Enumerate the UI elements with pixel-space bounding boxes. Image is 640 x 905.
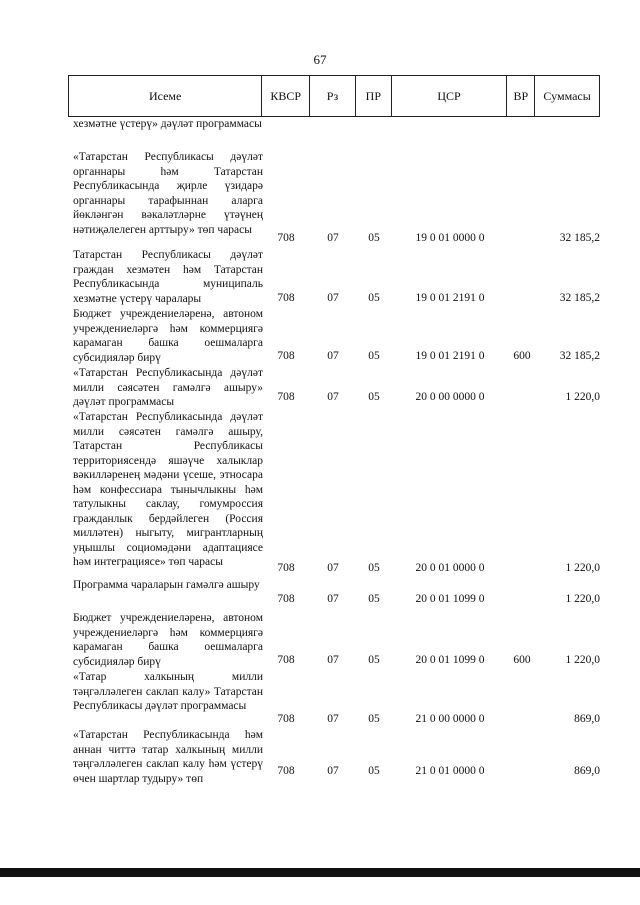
- table-row: [68, 307, 600, 364]
- table-header: [68, 75, 600, 117]
- row-name: «Татарстан Республикасында дәүләт милли сәясәтен гамәлгә ашыру» дәүләт программасы: [73, 367, 263, 408]
- row-name: «Татар халкының милли тәңгәлләлеген саклап калу» Татарстан Республикасы дәүләт программасы: [73, 671, 263, 712]
- row-sum: 1 220,0: [565, 391, 600, 403]
- row-kvsr: 708: [277, 713, 295, 725]
- header-rz: Рз: [310, 76, 356, 116]
- row-pr: 05: [368, 232, 380, 244]
- row-name: «Татарстан Республикасында һәм аннан читтә татар халкының милли тәңгәлләлеген саклап калу һәм үстерү өчен шартлар тудыру» төп: [73, 729, 263, 785]
- row-pr: 05: [368, 391, 380, 403]
- row-rz: 07: [327, 350, 339, 362]
- row-rz: 07: [327, 391, 339, 403]
- row-name: хезмәтне үстерү» дәүләт программасы: [73, 118, 262, 130]
- row-csr: 19 0 01 2191 0: [415, 292, 485, 304]
- row-pr: 05: [368, 713, 380, 725]
- header-name: Исеме: [69, 76, 262, 116]
- row-csr: 20 0 01 1099 0: [415, 654, 485, 666]
- row-csr: 20 0 01 1099 0: [415, 593, 485, 605]
- row-name: Бюджет учреждениеләренә, автоном учреждениеләргә һәм коммерциягә карамаган башка оешмаларга субсидияләр бирү: [73, 612, 263, 668]
- row-rz: 07: [327, 562, 339, 574]
- row-csr: 19 0 01 0000 0: [415, 232, 485, 244]
- row-sum: 869,0: [574, 713, 600, 725]
- row-name: Татарстан Республикасы дәүләт граждан хезмәтен һәм Татарстан Республикасында муниципаль хезмәтне үстерү чаралары: [73, 249, 263, 305]
- row-sum: 1 220,0: [565, 562, 600, 574]
- row-sum: 869,0: [574, 765, 600, 777]
- row-pr: 05: [368, 292, 380, 304]
- row-sum: 32 185,2: [559, 292, 600, 304]
- header-kvsr: КВСР: [262, 76, 310, 116]
- row-kvsr: 708: [277, 654, 295, 666]
- row-rz: 07: [327, 765, 339, 777]
- row-rz: 07: [327, 593, 339, 605]
- table-row: [68, 150, 600, 246]
- row-pr: 05: [368, 654, 380, 666]
- row-sum: 32 185,2: [559, 232, 600, 244]
- header-pr: ПР: [356, 76, 392, 116]
- row-csr: 20 0 00 0000 0: [415, 391, 485, 403]
- row-pr: 05: [368, 765, 380, 777]
- table-row: [68, 410, 600, 576]
- header-csr: ЦСР: [392, 76, 508, 116]
- row-csr: 21 0 01 0000 0: [415, 765, 485, 777]
- scan-edge-bar: [0, 868, 640, 877]
- row-kvsr: 708: [277, 562, 295, 574]
- row-rz: 07: [327, 654, 339, 666]
- table-row: [68, 578, 600, 608]
- row-kvsr: 708: [277, 593, 295, 605]
- row-csr: 19 0 01 2191 0: [415, 350, 485, 362]
- row-name: Программа чараларын гамәлгә ашыру: [73, 579, 260, 591]
- row-kvsr: 708: [277, 391, 295, 403]
- table-row: [68, 117, 600, 147]
- row-csr: 21 0 00 0000 0: [415, 713, 485, 725]
- row-kvsr: 708: [277, 765, 295, 777]
- row-kvsr: 708: [277, 292, 295, 304]
- row-pr: 05: [368, 350, 380, 362]
- row-sum: 1 220,0: [565, 593, 600, 605]
- row-rz: 07: [327, 713, 339, 725]
- row-rz: 07: [327, 292, 339, 304]
- row-kvsr: 708: [277, 350, 295, 362]
- row-sum: 1 220,0: [565, 654, 600, 666]
- table-row: [68, 366, 600, 408]
- row-vr: 600: [513, 654, 531, 666]
- row-pr: 05: [368, 562, 380, 574]
- table-row: [68, 670, 600, 727]
- header-vr: ВР: [507, 76, 535, 116]
- row-vr: 600: [513, 350, 531, 362]
- row-csr: 20 0 01 0000 0: [415, 562, 485, 574]
- header-sum: Суммасы: [543, 88, 591, 103]
- page-number: 67: [313, 52, 327, 67]
- row-pr: 05: [368, 593, 380, 605]
- table-row: [68, 248, 600, 306]
- row-kvsr: 708: [277, 232, 295, 244]
- table-row: [68, 611, 600, 668]
- row-name: «Татарстан Республикасында дәүләт милли сәясәтен гамәлгә ашыру, Татарстан Республикасы территориясендә яшәүче халыклар вәкилләренең мәдәни үсеше, этносара һәм конфессиара тынычлыкны һәм татулыкны саклау, гомумроссия гражданлык бердәйлеген (Россия милләтен) ныгыту, мигрантларның уңышлы социомәдәни адаптациясе һәм интеграциясе» төп чарасы: [73, 411, 263, 568]
- row-sum: 32 185,2: [559, 350, 600, 362]
- row-name: «Татарстан Республикасы дәүләт органнары һәм Татарстан Республикасында җирле үзидарә органнары тарафыннан аларга йөкләнгән вәкаләтләрне үтәүнең нәтиҗәлелеген арттыру» төп чарасы: [73, 151, 263, 236]
- row-rz: 07: [327, 232, 339, 244]
- table-row: [68, 728, 600, 785]
- row-name: Бюджет учреждениеләренә, автоном учреждениеләргә һәм коммерциягә карамаган башка оешмаларга субсидияләр бирү: [73, 308, 263, 364]
